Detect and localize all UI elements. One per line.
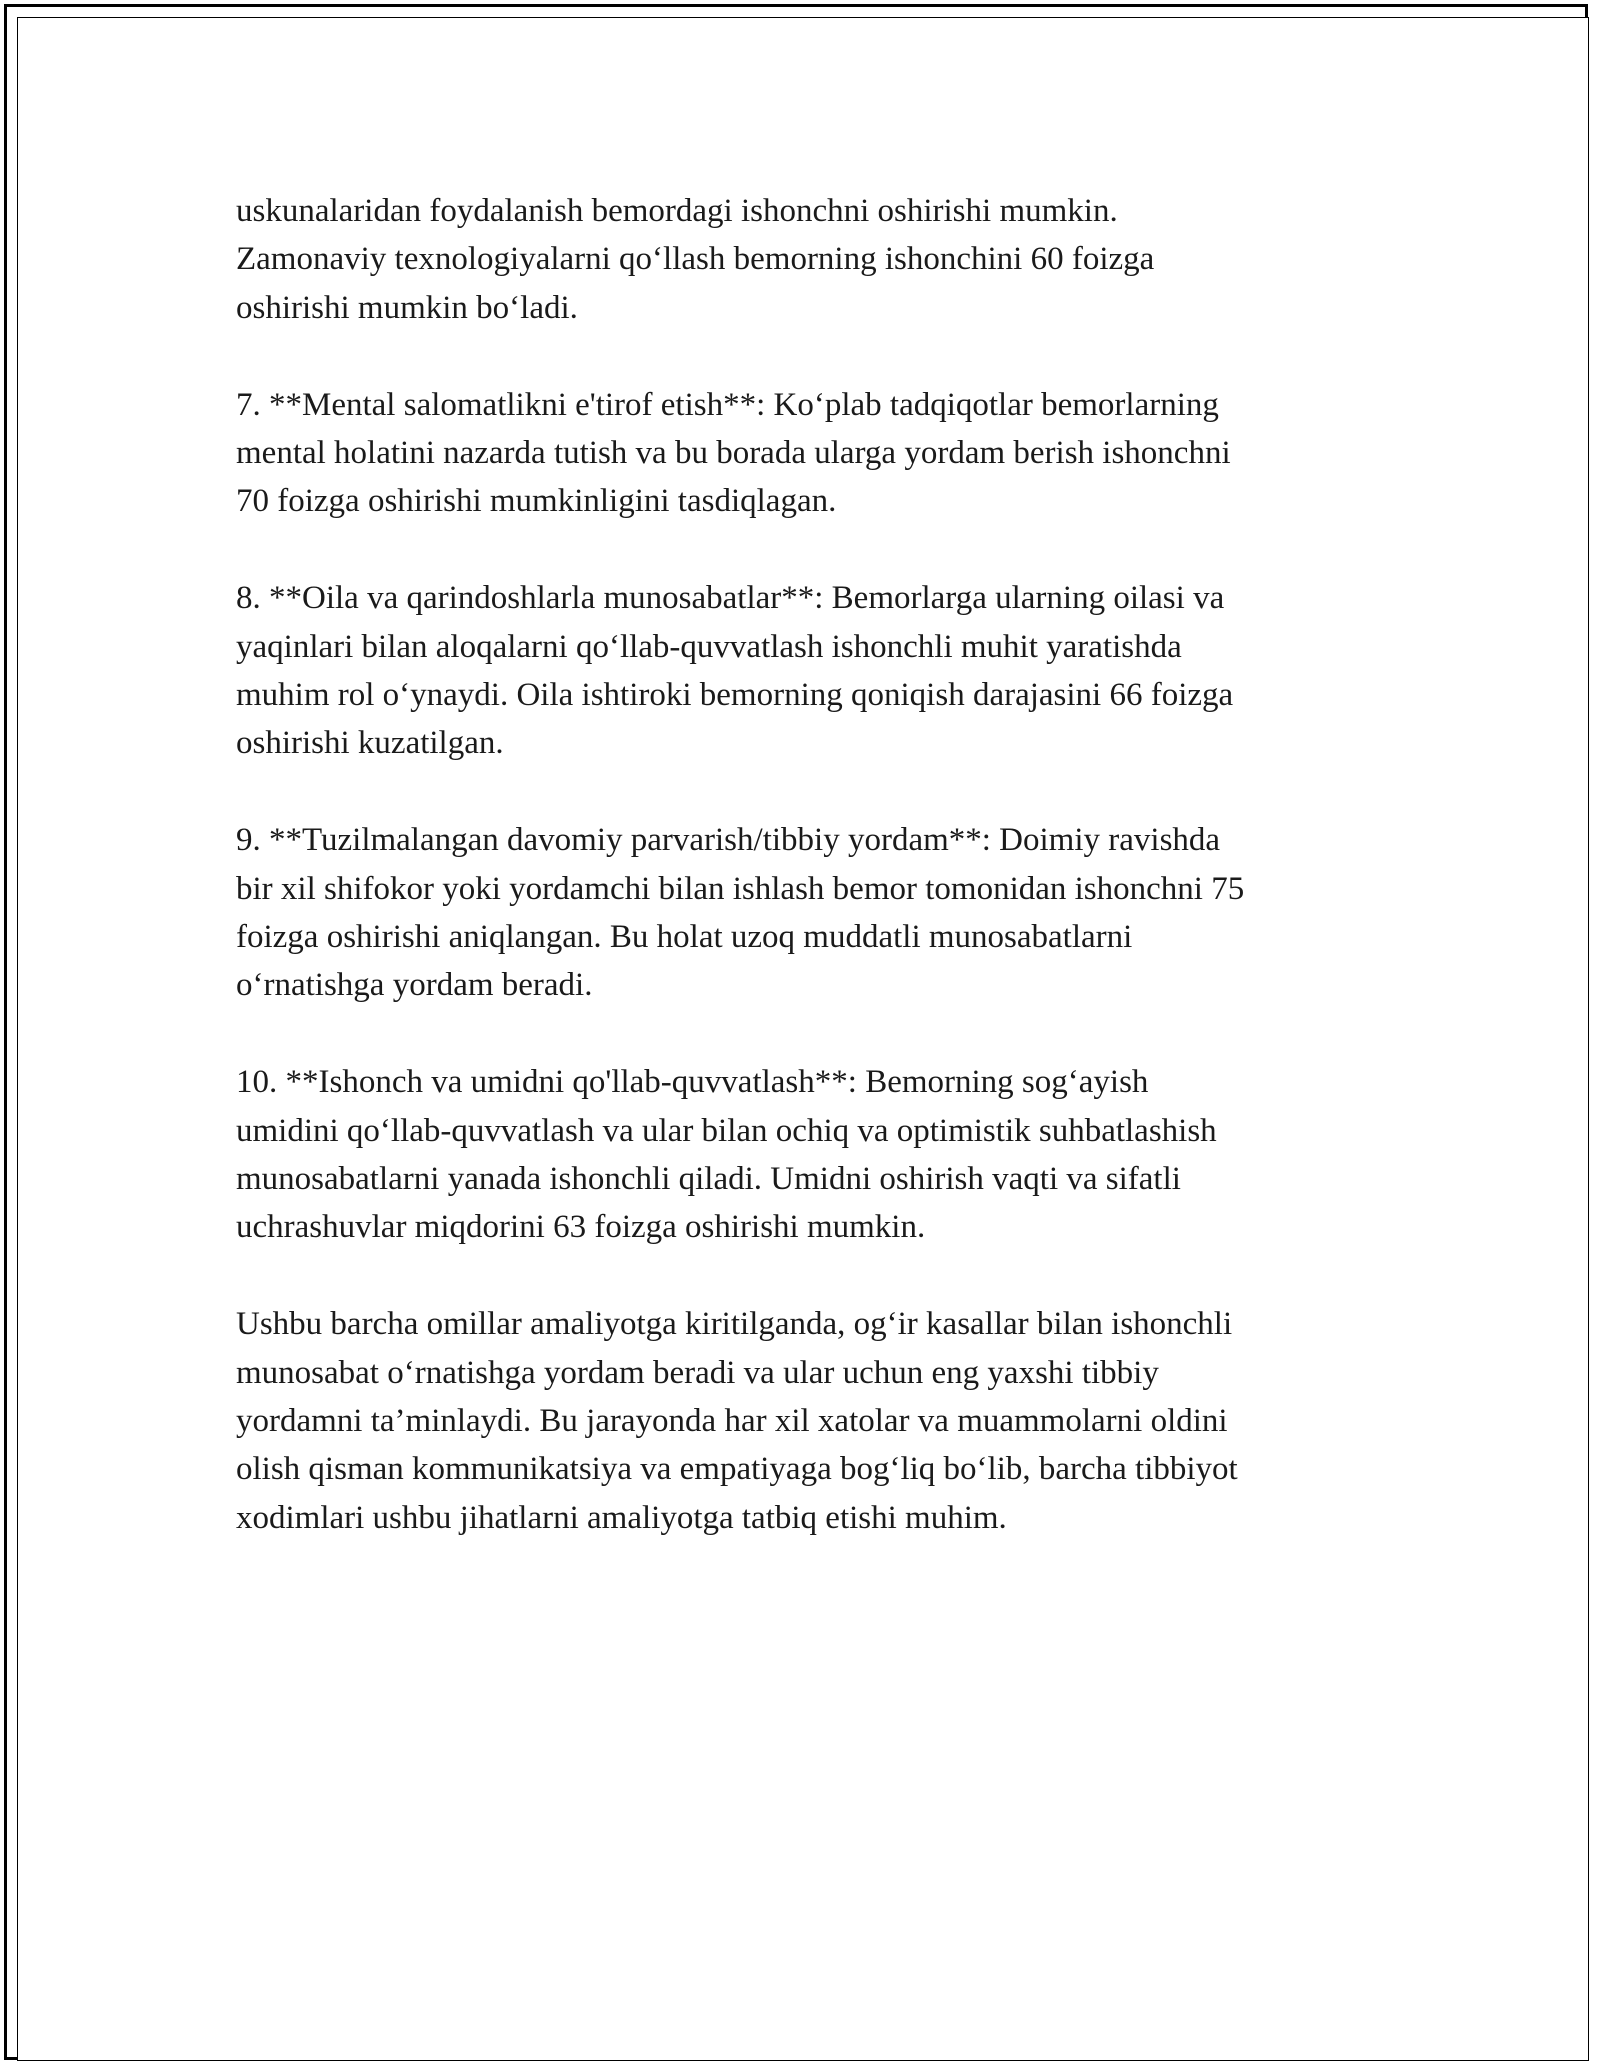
text-line: yaqinlari bilan aloqalarni qo‘llab-quvvatlash ishonchli muhit yaratishda — [236, 628, 1182, 665]
text-line: umidini qo‘llab-quvvatlash va ular bilan ochiq va optimistik suhbatlashish — [236, 1112, 1217, 1149]
text-line: bir xil shifokor yoki yordamchi bilan ishlash bemor tomonidan ishonchni 75 — [236, 870, 1245, 907]
text-line: munosabatlarni yanada ishonchli qiladi. Umidni oshirish vaqti va sifatli — [236, 1161, 1181, 1198]
paragraph-item-7 — [236, 381, 1376, 526]
paragraph-item-10 — [236, 1058, 1376, 1252]
text-line: 10. **Ishonch va umidni qo'llab-quvvatlash**: Bemorning sog‘ayish — [236, 1064, 1149, 1101]
text-line: munosabat o‘rnatishga yordam beradi va ular uchun eng yaxshi tibbiy — [236, 1354, 1159, 1391]
text-line: 7. **Mental salomatlikni e'tirof etish**: Ko‘plab tadqiqotlar bemorlarning — [236, 386, 1219, 423]
text-line: 8. **Oila va qarindoshlarla munosabatlar**: Bemorlarga ularning oilasi va — [236, 580, 1225, 617]
text-line: o‘rnatishga yordam beradi. — [236, 967, 593, 1004]
text-line: olish qisman kommunikatsiya va empatiyaga bog‘liq bo‘lib, barcha tibbiyot — [236, 1451, 1238, 1488]
text-line: xodimlari ushbu jihatlarni amaliyotga tatbiq etishi muhim. — [236, 1499, 1007, 1536]
text-line: oshirishi mumkin bo‘ladi. — [236, 289, 578, 326]
text-line: mental holatini nazarda tutish va bu borada ularga yordam berish ishonchni — [236, 435, 1231, 472]
text-line: uskunalaridan foydalanish bemordagi ishonchni oshirishi mumkin. — [236, 193, 1118, 229]
text-line: muhim rol o‘ynaydi. Oila ishtiroki bemorning qoniqish darajasini 66 foizga — [236, 677, 1234, 714]
text-line: yordamni ta’minlaydi. Bu jarayonda har xil xatolar va muammolarni oldini — [236, 1403, 1228, 1440]
text-line: foizga oshirishi aniqlangan. Bu holat uzoq muddatli munosabatlarni — [236, 919, 1133, 956]
text-line: 70 foizga oshirishi mumkinligini tasdiqlagan. — [236, 483, 837, 520]
paragraph-continuation-6 — [236, 187, 1376, 332]
paragraph-item-8 — [236, 574, 1376, 768]
paragraph-conclusion — [236, 1300, 1376, 1542]
text-line: oshirishi kuzatilgan. — [236, 725, 504, 762]
text-line: Zamonaviy texnologiyalarni qo‘llash bemorning ishonchini 60 foizga — [236, 241, 1155, 278]
text-line: 9. **Tuzilmalangan davomiy parvarish/tibbiy yordam**: Doimiy ravishda — [236, 822, 1221, 859]
text-line: Ushbu barcha omillar amaliyotga kiritilganda, og‘ir kasallar bilan ishonchli — [236, 1306, 1233, 1343]
text-line: uchrashuvlar miqdorini 63 foizga oshirishi mumkin. — [236, 1209, 926, 1246]
page-body — [236, 187, 1376, 1591]
paragraph-item-9 — [236, 816, 1376, 1010]
